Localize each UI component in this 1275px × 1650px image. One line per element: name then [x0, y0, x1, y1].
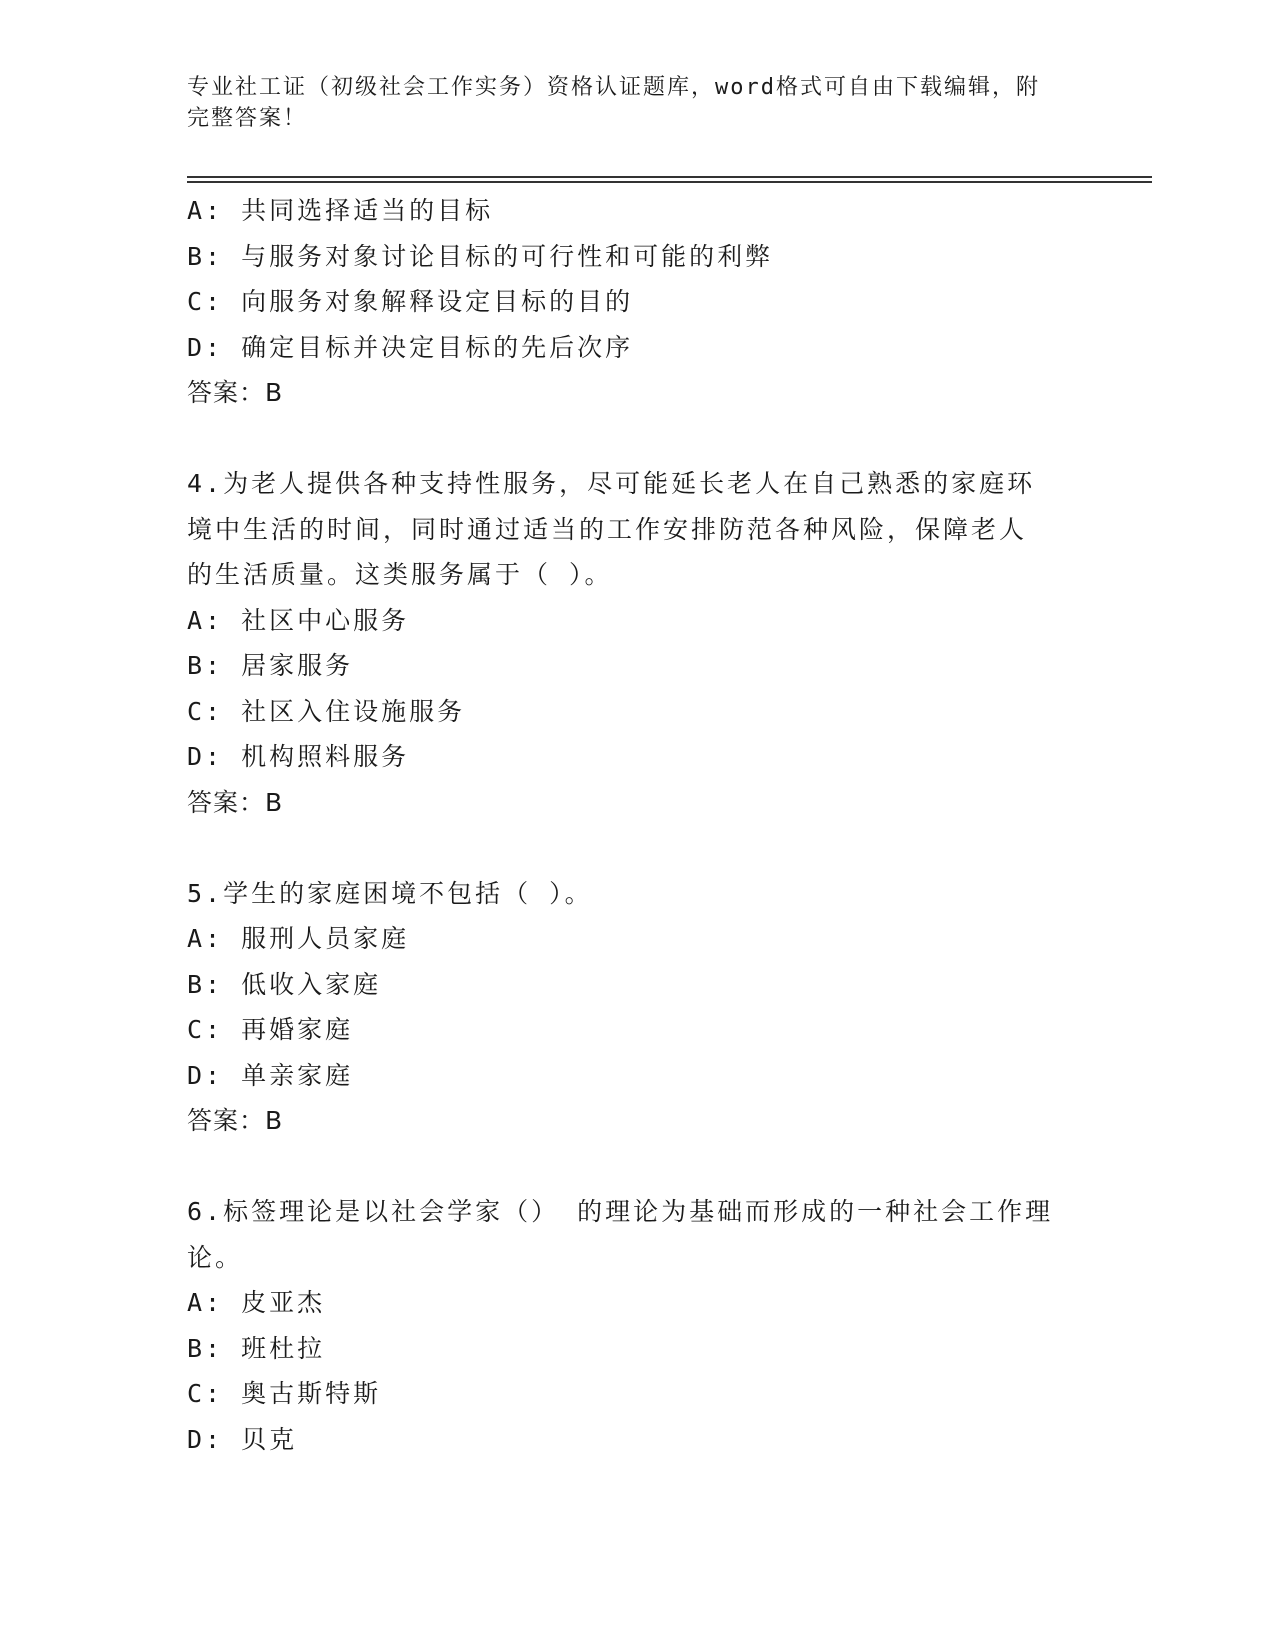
spacer — [187, 1144, 1087, 1190]
option-c: C: 奥古斯特斯 — [187, 1379, 382, 1408]
header-line-1: 专业社工证（初级社会工作实务）资格认证题库，word格式可自由下载编辑，附 — [187, 75, 1040, 100]
option-c: C: 社区入住设施服务 — [187, 696, 466, 726]
header-line-2: 完整答案！ — [187, 106, 308, 131]
option-a: A: 社区中心服务 — [187, 605, 410, 635]
question-list — [187, 188, 1087, 1462]
question-stem-line-2: 境中生活的时间，同时通过适当的工作安排防范各种风险，保障老人 — [187, 514, 1028, 544]
answer: 答案：B — [187, 378, 284, 407]
document-header — [187, 72, 1067, 134]
header-divider-top — [187, 176, 1152, 178]
spacer — [187, 825, 1087, 871]
question-stem-line-3: 的生活质量。这类服务属于（ ）。 — [187, 560, 613, 589]
question-stem-line-1: 5.学生的家庭困境不包括（ ）。 — [187, 878, 593, 908]
option-d: D: 机构照料服务 — [187, 742, 410, 771]
option-d: D: 确定目标并决定目标的先后次序 — [187, 332, 634, 362]
answer: 答案：B — [187, 1106, 284, 1135]
option-b: B: 与服务对象讨论目标的可行性和可能的利弊 — [187, 241, 774, 271]
question-4 — [187, 461, 1087, 825]
option-c: C: 向服务对象解释设定目标的目的 — [187, 287, 634, 316]
option-a: A: 共同选择适当的目标 — [187, 196, 494, 225]
answer: 答案：B — [187, 787, 284, 817]
question-3 — [187, 188, 1087, 416]
header-divider-bottom — [187, 181, 1152, 183]
option-a: A: 服刑人员家庭 — [187, 924, 410, 953]
option-b: B: 居家服务 — [187, 651, 354, 680]
question-stem-line-1: 4.为老人提供各种支持性服务，尽可能延长老人在自己熟悉的家庭环 — [187, 469, 1036, 498]
option-b: B: 低收入家庭 — [187, 969, 382, 999]
question-6 — [187, 1189, 1087, 1462]
option-c: C: 再婚家庭 — [187, 1015, 354, 1044]
question-stem-line-1: 6.标签理论是以社会学家（） 的理论为基础而形成的一种社会工作理 — [187, 1197, 1054, 1226]
option-d: D: 单亲家庭 — [187, 1060, 354, 1090]
question-5 — [187, 871, 1087, 1144]
option-b: B: 班杜拉 — [187, 1333, 326, 1363]
option-d: D: 贝克 — [187, 1424, 298, 1454]
spacer — [187, 416, 1087, 462]
question-stem-line-2: 论。 — [187, 1242, 244, 1272]
option-a: A: 皮亚杰 — [187, 1288, 326, 1317]
